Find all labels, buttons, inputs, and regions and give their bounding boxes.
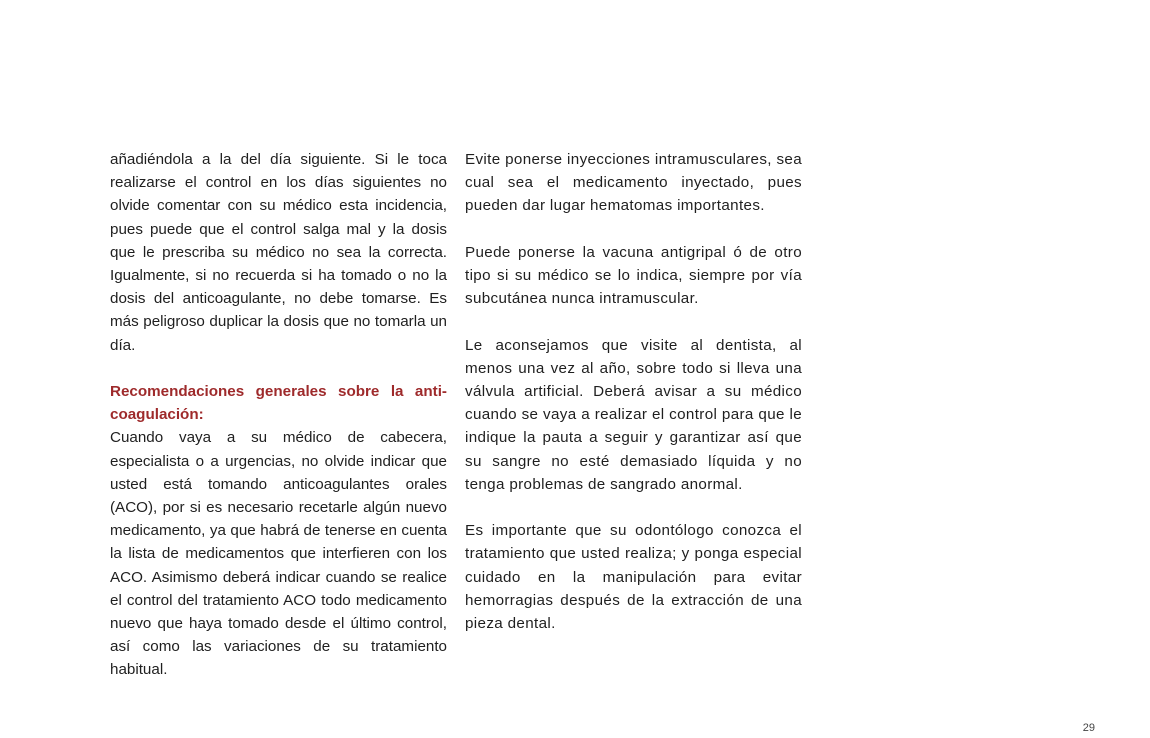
paragraph-odontologist: Es importante que su odontólogo conozca el tratamiento que usted realiza; y ponga especial cuidado en la manipulación para evitar hemorragias después de la extracción de una pieza dental. [465,522,802,633]
paragraph-avoid-injections: Evite ponerse inyecciones intramusculares, sea cual sea el medicamento inyectado, pues pueden dar lugar hematomas importantes. [465,151,802,215]
paragraph-dentist: Le aconsejamos que visite al dentista, al menos una vez al año, sobre todo si lleva una válvula artificial. Deberá avisar a su médico cuando se vaya a realizar el control para que le indique la pauta a seguir y garantizar así que su sangre no esté demasiado líquida y no tenga problemas de sangrado anormal. [465,336,802,493]
paragraph-dose-continuation: añadiéndola a la del día siguiente. Si le toca realizarse el control en los días siguientes no olvide comentar con su médico esta incidencia, pues puede que el control salga mal y la dosis que le prescriba su médico no sea la correcta. Igualmente, si no recuerda si ha tomado o no la dosis del anticoagulante, no debe tomarse. Es más peligroso duplicar la dosis que no tomarla un día. [110,151,447,354]
left-column [110,148,447,682]
section-heading-recommendations: Recomendaciones generales sobre la anti-coagulación: [110,383,447,424]
page-number: 29 [1082,722,1095,734]
paragraph-vaccine: Puede ponerse la vacuna antigripal ó de otro tipo si su médico se lo indica, siempre por vía subcutánea nunca intramuscular. [465,243,802,308]
paragraph-inform-doctor: Cuando vaya a su médico de cabecera, especialista o a urgencias, no olvide indicar que usted está tomando anticoagulantes orales (ACO), por si es necesario recetarle algún nuevo medicamento, ya que habrá de tenerse en cuenta la lista de medicamentos que interfieren con los ACO. Asimismo deberá indicar cuando se realice el control del tratamiento ACO todo medicamento nuevo que haya tomado desde el último control, así como las variaciones de su tratamiento habitual. [110,429,447,679]
right-column [465,148,802,635]
